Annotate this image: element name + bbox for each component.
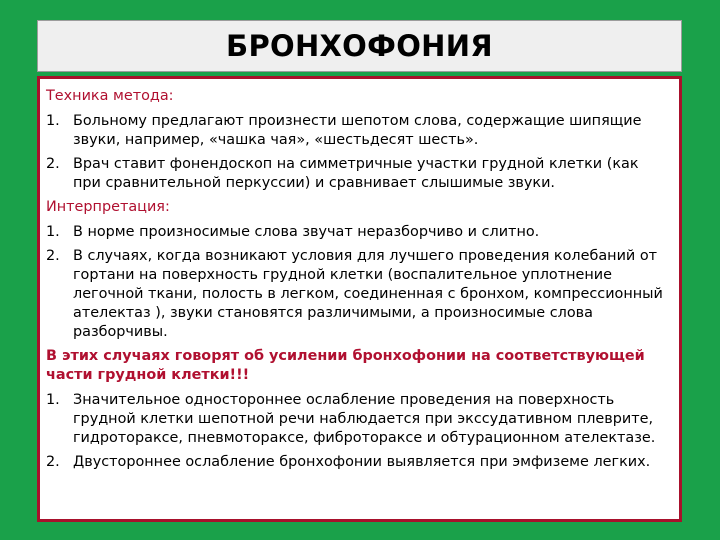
list-item-number: 1. [46, 224, 60, 240]
list-item-number: 1. [46, 113, 60, 129]
list-item-number: 1. [46, 392, 60, 408]
list-item-text: В норме произносимые слова звучат неразборчиво и слитно. [73, 224, 540, 240]
list-item [46, 112, 671, 150]
list-item-text: Больному предлагают произнести шепотом слова, содержащие шипящие звуки, например, «чашка чая», «шестьдесят шесть». [73, 113, 642, 148]
list-item-number: 2. [46, 454, 60, 470]
list-item-text: Врач ставит фонендоскоп на симметричные участки грудной клетки (как при сравнительной перкуссии) и сравнивает слышимые звуки. [73, 156, 639, 191]
list-item [46, 453, 671, 472]
list-item [46, 247, 671, 342]
list-item [46, 155, 671, 193]
content-box [37, 76, 682, 522]
list-item-number: 2. [46, 156, 60, 172]
list-item-text: В случаях, когда возникают условия для лучшего проведения колебаний от гортани на поверхность грудной клетки (воспалительное уплотнение легочной ткани, полость в легком, соединенная с бронхом, компрессионный ателектаз ), звуки становятся различимыми, а произносимые слова разборчивы. [73, 248, 663, 340]
slide-title: БРОНХОФОНИЯ [226, 29, 493, 63]
conclusion-text: В этих случаях говорят об усилении бронхофонии на соответствующей части грудной клетки!!! [46, 348, 645, 383]
list-item-text: Двустороннее ослабление бронхофонии выявляется при эмфиземе легких. [73, 454, 651, 470]
list-item [46, 223, 671, 242]
title-box [37, 20, 682, 72]
interpretation-heading: Интерпретация: [46, 199, 170, 215]
list-item-text: Значительное одностороннее ослабление проведения на поверхность грудной клетки шепотной речи наблюдается при экссудативном плеврите, гидротораксе, пневмотораксе, фибротораксе и обтурационном ателектазе. [73, 392, 656, 446]
technique-heading: Техника метода: [46, 88, 174, 104]
list-item-number: 2. [46, 248, 60, 264]
list-item [46, 391, 671, 448]
